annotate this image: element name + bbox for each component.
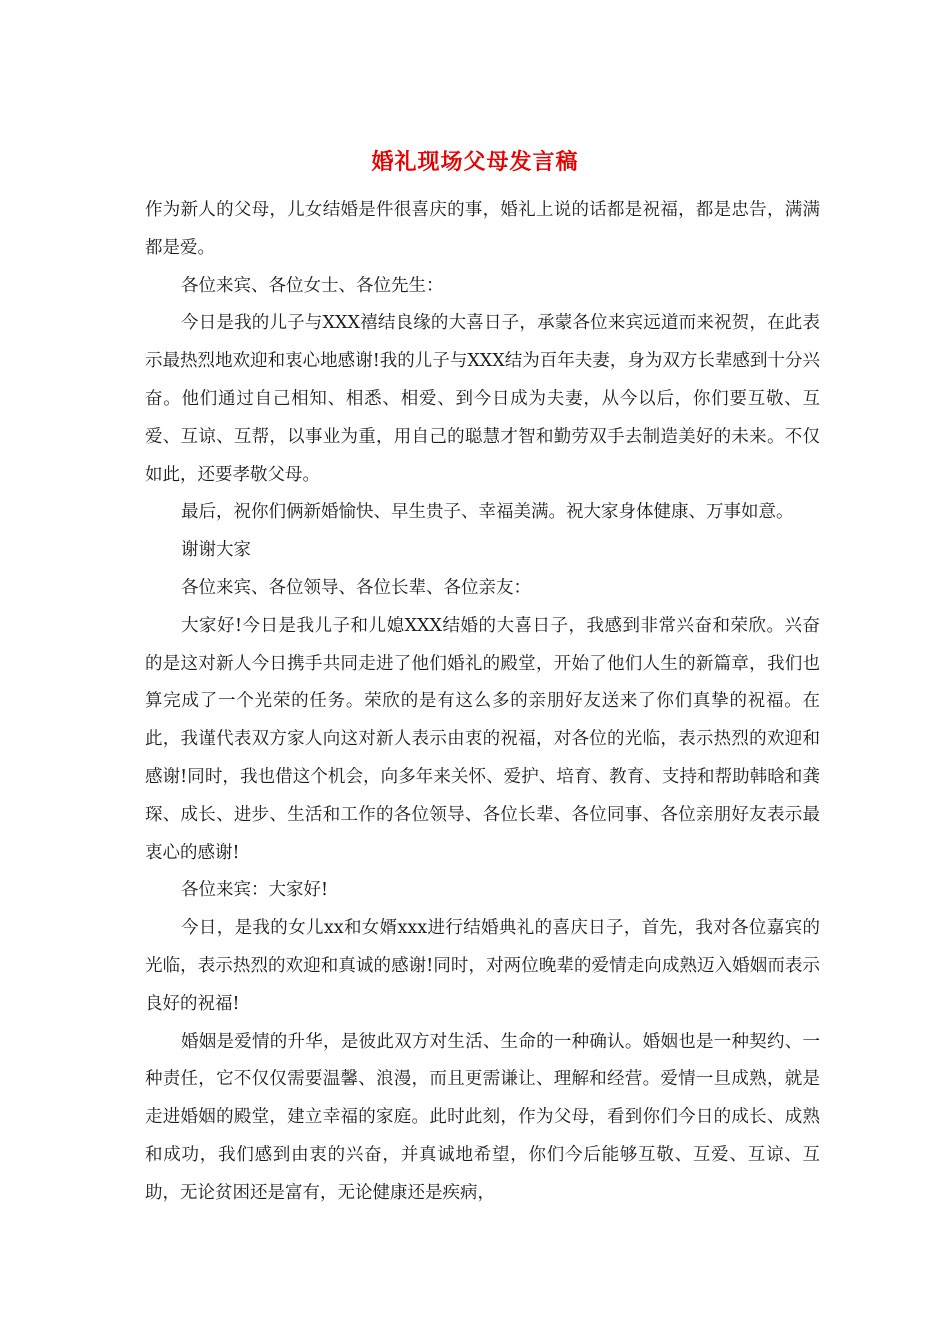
document-body — [145, 192, 820, 1213]
paragraph: 最后，祝你们俩新婚愉快、早生贵子、幸福美满。祝大家身体健康、万事如意。 — [181, 502, 794, 523]
paragraph: 各位来宾：大家好! — [181, 880, 329, 901]
paragraph: 今日，是我的女儿xx和女婿xxx进行结婚典礼的喜庆日子，首先，我对各位嘉宾的光临，表示热烈的欢迎和真诚的感谢!同时，对两位晚辈的爱情走向成熟迈入婚姻而表示良好的祝福! — [145, 918, 820, 1014]
paragraph: 作为新人的父母，儿女结婚是件很喜庆的事，婚礼上说的话都是祝福，都是忠告，满满都是爱。 — [145, 200, 820, 258]
document-title: 婚礼现场父母发言稿 — [371, 150, 579, 175]
paragraph: 谢谢大家 — [181, 540, 251, 561]
paragraph: 各位来宾、各位女士、各位先生： — [181, 275, 444, 296]
paragraph: 今日是我的儿子与XXX禧结良缘的大喜日子，承蒙各位来宾远道而来祝贺，在此表示最热烈地欢迎和衷心地感谢!我的儿子与XXX结为百年夫妻，身为双方长辈感到十分兴奋。他们通过自己相知、相悉、相爱、到今日成为夫妻，从今以后，你们要互敬、互爱、互谅、互帮，以事业为重，用自己的聪慧才智和勤劳双手去制造美好的未来。不仅如此，还要孝敬父母。 — [145, 313, 820, 485]
paragraph: 各位来宾、各位领导、各位长辈、各位亲友： — [181, 577, 531, 598]
paragraph: 大家好!今日是我儿子和儿媳XXX结婚的大喜日子，我感到非常兴奋和荣欣。兴奋的是这对新人今日携手共同走进了他们婚礼的殿堂，开始了他们人生的新篇章，我们也算完成了一个光荣的任务。荣欣的是有这么多的亲朋好友送来了你们真挚的祝福。在此，我谨代表双方家人向这对新人表示由衷的祝福，对各位的光临，表示热烈的欢迎和感谢!同时，我也借这个机会，向多年来关怀、爱护、培育、教育、支持和帮助韩晗和龚琛、成长、进步、生活和工作的各位领导、各位长辈、各位同事、各位亲朋好友表示最衷心的感谢! — [145, 615, 820, 863]
paragraph: 婚姻是爱情的升华，是彼此双方对生活、生命的一种确认。婚姻也是一种契约、一种责任，它不仅仅需要温馨、浪漫，而且更需谦让、理解和经营。爱情一旦成熟，就是走进婚姻的殿堂，建立幸福的家庭。此时此刻，作为父母，看到你们今日的成长、成熟和成功，我们感到由衷的兴奋，并真诚地希望，你们今后能够互敬、互爱、互谅、互助，无论贫困还是富有，无论健康还是疾病， — [145, 1031, 820, 1203]
